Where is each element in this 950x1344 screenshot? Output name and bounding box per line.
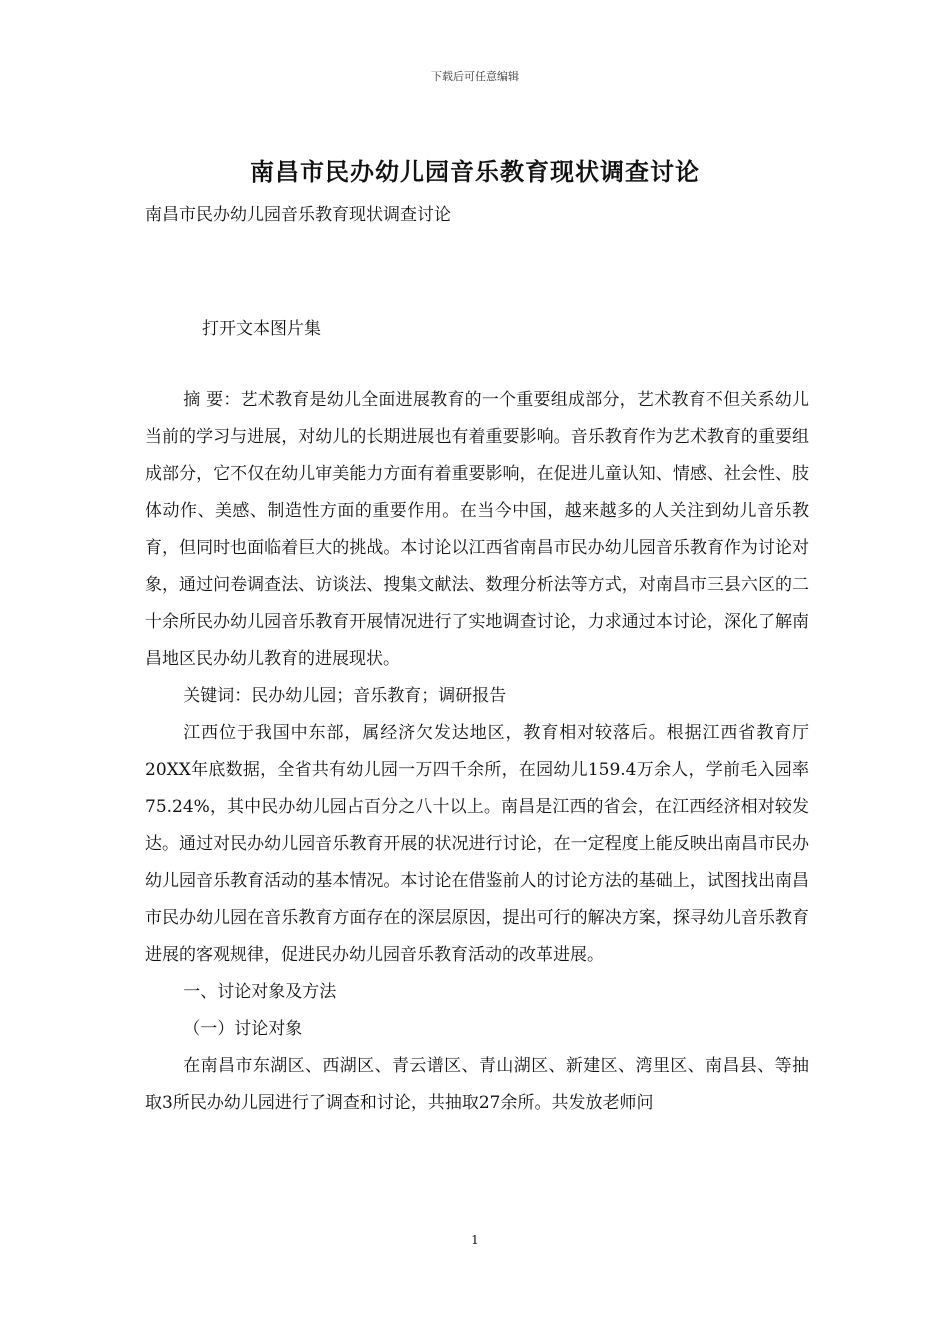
page-header: 下载后可任意编辑: [431, 70, 519, 83]
document-subtitle: 南昌市民办幼儿园音乐教育现状调查讨论: [145, 205, 451, 225]
page-number: 1: [471, 1233, 479, 1247]
body-paragraph: 在南昌市东湖区、西湖区、青云谱区、青山湖区、新建区、湾里区、南昌县、等抽取3所民办幼儿园进行了调查和讨论，共抽取27余所。共发放老师问: [145, 1056, 809, 1113]
document-title: 南昌市民办幼儿园音乐教育现状调查讨论: [250, 157, 700, 186]
keywords-paragraph: 关键词：民办幼儿园；音乐教育；调研报告: [183, 686, 507, 706]
intro-paragraph: 江西位于我国中东部，属经济欠发达地区，教育相对较落后。根据江西省教育厅20XX年底数据，全省共有幼儿园一万四千余所，在园幼儿159.4万余人，学前毛入园率75.24%，其中民办幼儿园占百分之八十以上。南昌是江西的省会，在江西经济相对较发达。通过对民办幼儿园音乐教育开展的状况进行讨论，在一定程度上能反映出南昌市民办幼儿园音乐教育活动的基本情况。本讨论在借鉴前人的讨论方法的基础上，试图找出南昌市民办幼儿园在音乐教育方面存在的深层原因，提出可行的解决方案，探寻幼儿音乐教育进展的客观规律，促进民办幼儿园音乐教育活动的改革进展。: [145, 723, 809, 965]
abstract-paragraph: 摘 要：艺术教育是幼儿全面进展教育的一个重要组成部分，艺术教育不但关系幼儿当前的学习与进展，对幼儿的长期进展也有着重要影响。音乐教育作为艺术教育的重要组成部分，它不仅在幼儿审美能力方面有着重要影响，在促进儿童认知、情感、社会性、肢体动作、美感、制造性方面的重要作用。在当今中国，越来越多的人关注到幼儿音乐教育，但同时也面临着巨大的挑战。本讨论以江西省南昌市民办幼儿园音乐教育作为讨论对象，通过问卷调查法、访谈法、搜集文献法、数理分析法等方式，对南昌市三县六区的二十余所民办幼儿园音乐教育开展情况进行了实地调查讨论，力求通过本讨论，深化了解南昌地区民办幼儿教育的进展现状。: [145, 390, 809, 669]
document-body: [145, 382, 809, 1122]
open-image-set-link[interactable]: 打开文本图片集: [202, 319, 321, 339]
subsection-heading: （一）讨论对象: [183, 1019, 303, 1039]
section-heading: 一、讨论对象及方法: [183, 982, 337, 1002]
